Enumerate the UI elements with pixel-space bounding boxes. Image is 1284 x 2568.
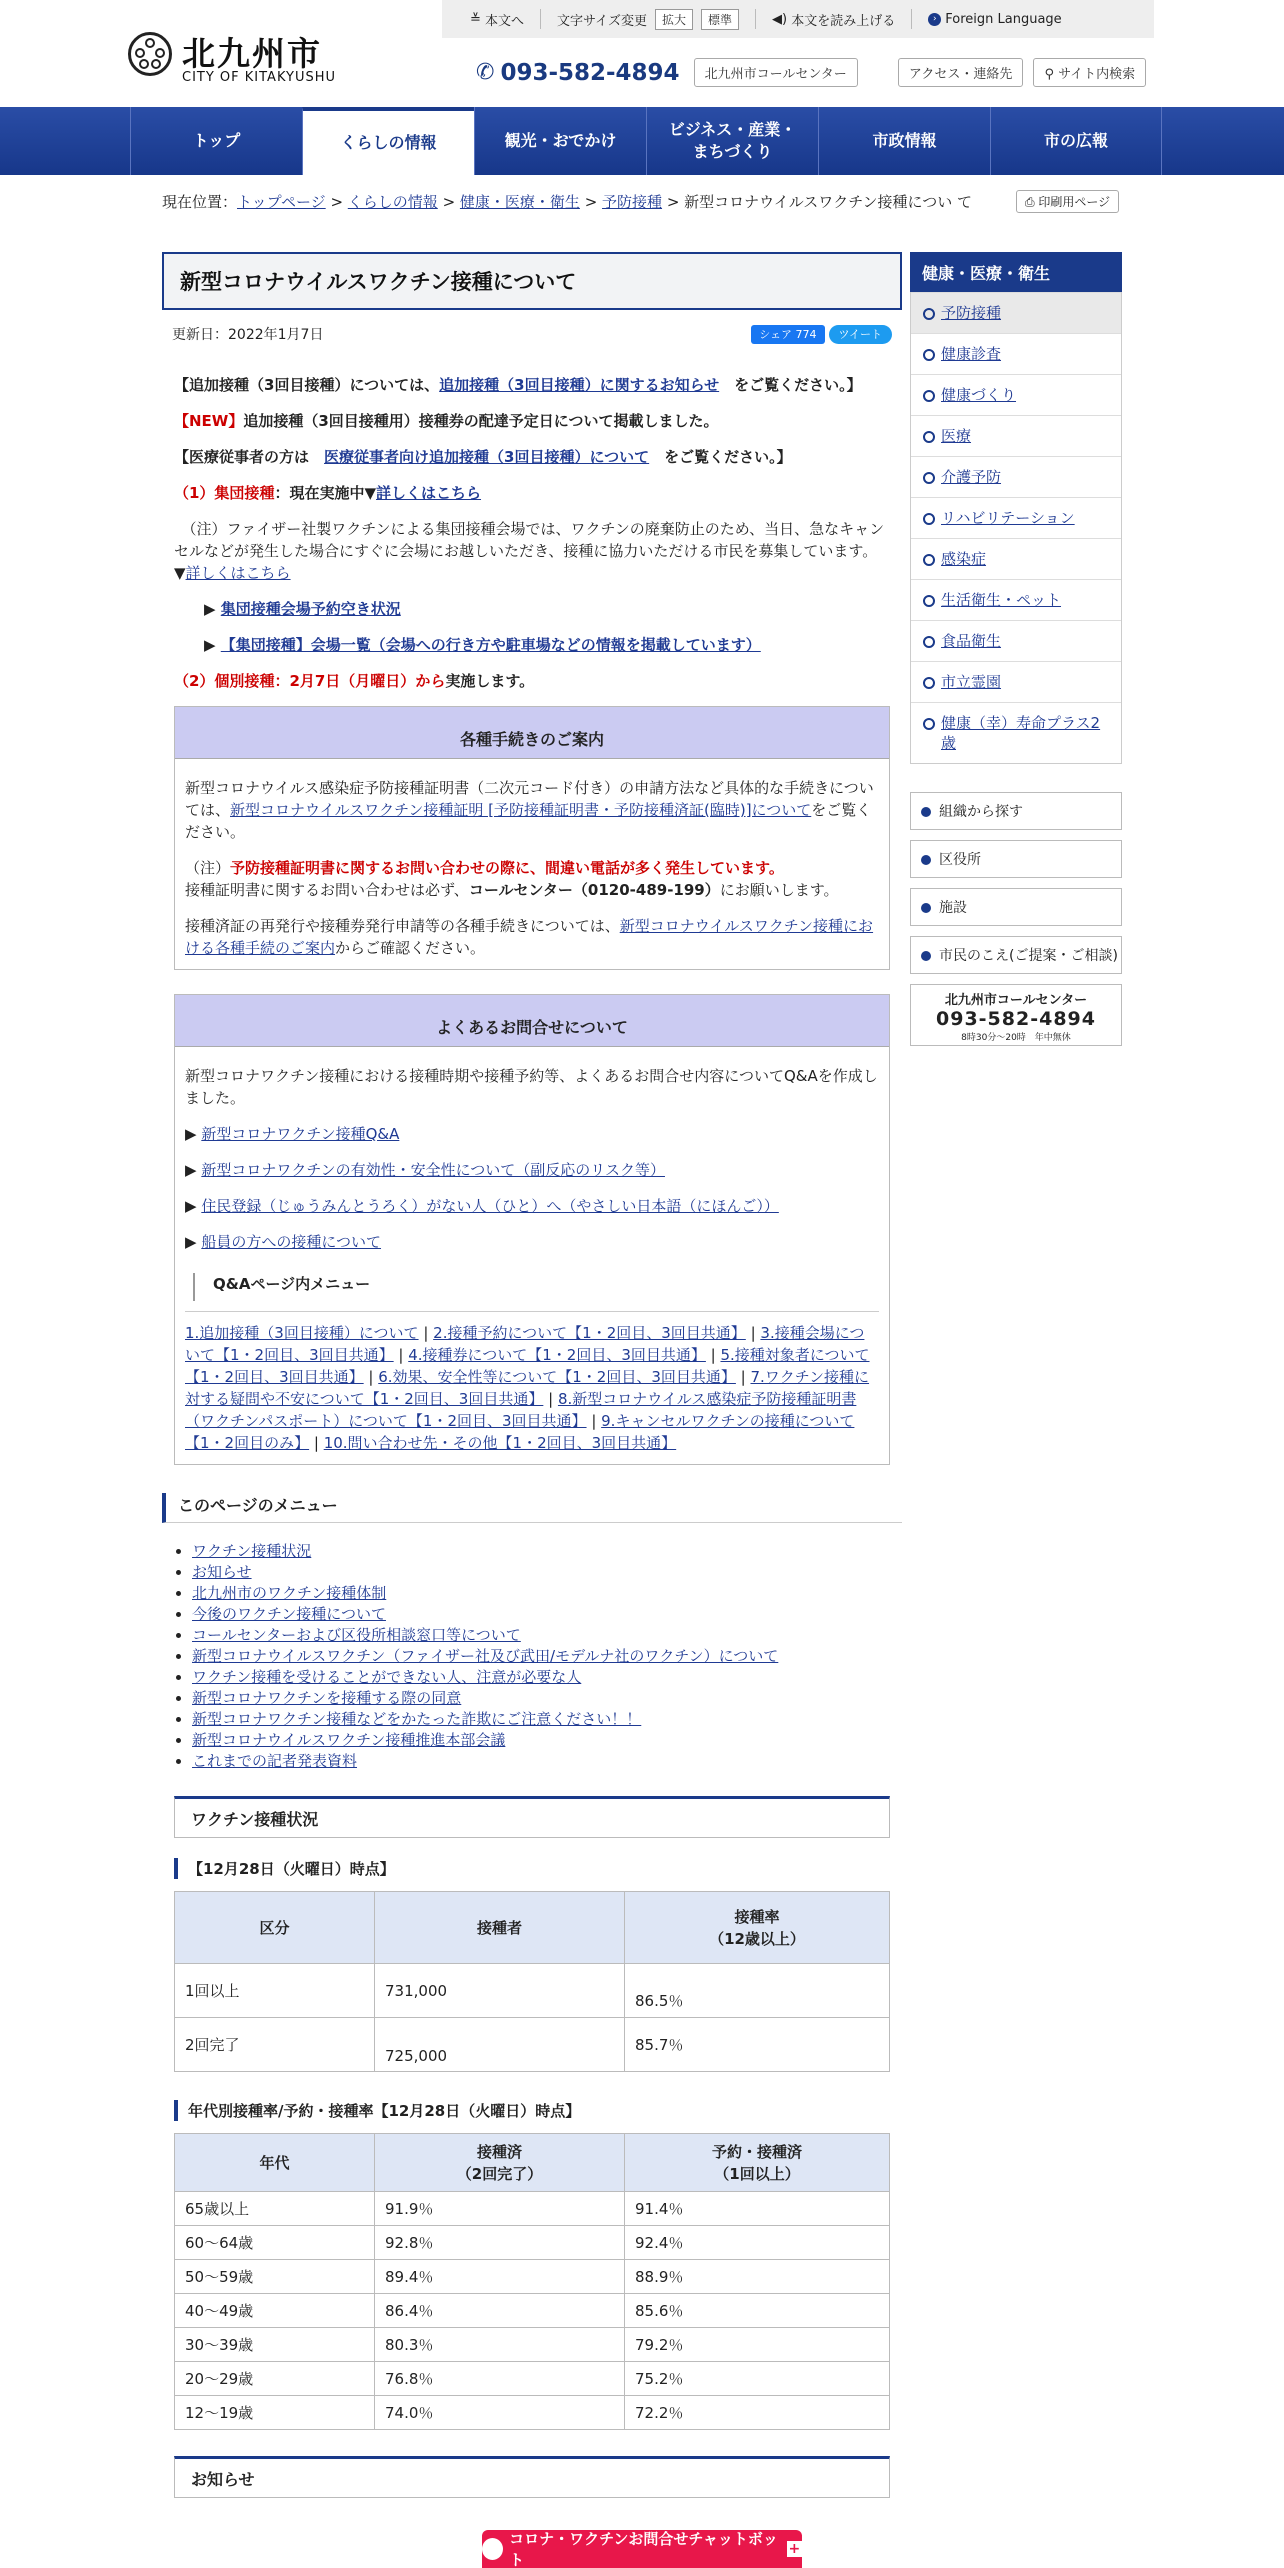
procedures-box: 各種手続きのご案内 新型コロナウイルス感染症予防接種証明書（二次元コード付き）の申請方法など具体的な手続きについては、新型コロナウイルスワクチン接種証明 [予防接種証明書・予防接種済証(臨時)]についてをご覧ください。 （注）予防接種証明書に関するお問い合わせの際に、間違い電話が多く発生しています。 接種証明書に関するお問い合わせは必ず、コールセンター（0120-489-199）にお願いします。 接種済証の再発行や接種券発行申請等の各種手続きについては、新型コロナウイルスワクチン接種における各種手続のご案内からご確認ください。: [174, 706, 890, 970]
update-row: [172, 324, 892, 344]
printer-icon: ⎙: [1025, 195, 1039, 209]
site-logo[interactable]: [128, 28, 358, 88]
new-badge: 【NEW】: [174, 412, 244, 430]
status-table: 区分 接種者 接種率 （12歳以上） 1回以上 731,000 86.5％ 2回完了 725,000 85.7％: [174, 1891, 890, 2072]
sidebar-item[interactable]: リハビリテーション: [911, 497, 1121, 538]
page-menu-item[interactable]: 北九州市のワクチン接種体制: [192, 1584, 387, 1602]
city-emblem-icon: [128, 32, 172, 76]
contact-row: [476, 58, 1146, 87]
faq-link[interactable]: 住民登録（じゅうみんとうろく）がない人（ひと）へ（やさしい日本語（にほんご））: [201, 1197, 779, 1215]
venue-list-link[interactable]: 【集団接種】会場一覧（会場への行き方や駐車場などの情報を掲載しています）: [220, 636, 761, 654]
citizen-voice-button[interactable]: 市民のこえ(ご提案・ご相談): [910, 936, 1122, 974]
updated-date: 更新日：2022年1月7日: [172, 327, 324, 343]
page-menu-item[interactable]: コールセンターおよび区役所相談窓口等について: [192, 1626, 521, 1644]
page-menu-title: このページのメニュー: [162, 1493, 902, 1523]
sidebar-item[interactable]: 健康（幸）寿命プラス2歳: [911, 702, 1121, 763]
table-row: 60～64歳 92.8％ 92.4％: [175, 2226, 890, 2260]
utility-bar: [442, 0, 1154, 38]
access-button[interactable]: アクセス・連絡先: [898, 58, 1024, 87]
breadcrumb-link[interactable]: トップページ: [237, 193, 326, 211]
group-details-link[interactable]: 詳しくはこちら: [376, 484, 482, 502]
font-enlarge-button[interactable]: 拡大: [655, 9, 693, 30]
page-menu-item[interactable]: 新型コロナワクチンを接種する際の同意: [192, 1689, 462, 1707]
table-row: 65歳以上 91.9％ 91.4％: [175, 2192, 890, 2226]
booster-notice-link[interactable]: 追加接種（3回目接種）に関するお知らせ: [439, 376, 720, 394]
chatbot-button[interactable]: コロナ・ワクチンお問合せチャットボット +: [482, 2530, 802, 2568]
sidebar-item[interactable]: 生活衛生・ペット: [911, 579, 1121, 620]
sidebar-item[interactable]: 医療: [911, 415, 1121, 456]
sidebar-title: 健康・医療・衛生: [910, 252, 1122, 292]
search-by-organization-button[interactable]: 組織から探す: [910, 792, 1122, 830]
qa-link[interactable]: 10.問い合わせ先・その他【1・2回目、3回目共通】: [323, 1434, 677, 1452]
print-button[interactable]: ⎙ 印刷用ページ: [1016, 190, 1119, 213]
city-name: 北九州市: [182, 34, 322, 73]
page-menu-item[interactable]: 今後のワクチン接種について: [192, 1605, 386, 1623]
nav-city-info[interactable]: 市政情報: [818, 107, 990, 175]
page-title: 新型コロナウイルスワクチン接種について: [162, 252, 902, 310]
call-center-button[interactable]: 北九州市コールセンター: [694, 58, 858, 87]
table-row: 1回以上 731,000 86.5％: [175, 1964, 890, 2018]
nav-living[interactable]: くらしの情報: [302, 107, 474, 175]
page-menu-item[interactable]: ワクチン接種状況: [192, 1542, 312, 1560]
font-standard-button[interactable]: 標準: [701, 9, 739, 30]
breadcrumb-link[interactable]: 予防接種: [602, 193, 663, 211]
sidebar-item-vaccination[interactable]: 予防接種: [911, 292, 1121, 333]
facilities-button[interactable]: 施設: [910, 888, 1122, 926]
chevron-down-icon: ≚: [470, 11, 486, 27]
table-row: 50～59歳 89.4％ 88.9％: [175, 2260, 890, 2294]
breadcrumb-link[interactable]: くらしの情報: [347, 193, 438, 211]
site-search-button[interactable]: ⚲ サイト内検索: [1033, 58, 1146, 87]
table-row: 40～49歳 86.4％ 85.6％: [175, 2294, 890, 2328]
procedures-guide-link[interactable]: 新型コロナウイルスワクチン接種における各種手続のご案内: [185, 917, 874, 957]
sidebar-item[interactable]: 健康づくり: [911, 374, 1121, 415]
qa-link[interactable]: 7.ワクチン接種に対する疑問や不安について【1・2回目、3回目共通】: [185, 1368, 870, 1408]
sidebar: [910, 252, 1122, 1046]
breadcrumb-link[interactable]: 健康・医療・衛生: [459, 193, 580, 211]
qa-link[interactable]: 8.新型コロナウイルス感染症予防接種証明書（ワクチンパスポート）について【1・2回目、3回目共通】: [185, 1390, 857, 1430]
sidebar-item[interactable]: 健康診査: [911, 333, 1121, 374]
age-table-subtitle: 年代別接種率/予約・接種率【12月28日（火曜日）時点】: [174, 2100, 890, 2121]
page-menu: [192, 1541, 902, 1772]
qa-link[interactable]: 6.効果、安全性等について【1・2回目、3回目共通】: [378, 1368, 736, 1386]
faq-link[interactable]: 船員の方への接種について: [201, 1233, 382, 1251]
chatbot-icon: [482, 2538, 503, 2560]
status-subtitle: 【12月28日（火曜日）時点】: [174, 1858, 890, 1879]
certificate-link[interactable]: 新型コロナウイルスワクチン接種証明 [予防接種証明書・予防接種済証(臨時)]について: [230, 801, 812, 819]
article-body: 【追加接種（3回目接種）については、追加接種（3回目接種）に関するお知らせ をご覧ください。】 【NEW】追加接種（3回目接種用）接種券の配達予定日について掲載しました。 【医療従事者の方は 医療従事者向け追加接種（3回目接種）について をご覧ください。】 （1）集団接種：現在実施中▼詳しくはこちら （注）ファイザー社製ワクチンによる集団接種会場では、ワクチンの廃棄防止のため、当日、急なキャンセルなどが発生した場合にすぐに会場にお越しいただき、接種に協力いただける市民を募集しています。 ▼詳しくはこちら ▶ 集団接種会場予約空き状況 ▶ 【集団接種】会場一覧（会場への行き方や駐車場などの情報を掲載しています） （2）個別接種：2月7日（月曜日）から実施します。: [174, 376, 900, 690]
qa-menu-title: Q&Aページ内メニュー: [193, 1273, 879, 1301]
qa-menu: 1.追加接種（3回目接種）について | 2.接種予約について【1・2回目、3回目共通】 | 3.接種会場について【1・2回目、3回目共通】 | 4.接種券について【1・2回目、3回目共通】 | 5.接種対象者について【1・2回目、3回目共通】 | 6.効果、安全性等について【1・2回目、3回目共通】 | 7.ワクチン接種に対する疑問や不安について【1・2回目、3回目共通】 | 8.新型コロナウイルス感染症予防接種証明書（ワクチンパスポート）について【1・2回目、3回目共通】 | 9.キャンセルワクチンの接種について【1・2回目のみ】 | 10.問い合わせ先・その他【1・2回目、3回目共通】: [185, 1311, 879, 1454]
divider: [540, 9, 541, 29]
foreign-language-link[interactable]: › Foreign Language: [928, 12, 1061, 27]
vaccination-status-title: ワクチン接種状況: [174, 1796, 890, 1838]
faq-box: よくあるお問合せについて 新型コロナワクチン接種における接種時期や接種予約等、よくあるお問合せ内容についてQ&Aを作成しました。 ▶ 新型コロナワクチン接種Q&A ▶ 新型コロナワクチンの有効性・安全性について（副反応のリスク等） ▶ 住民登録（じゅうみんとうろく）がない人（ひと）へ（やさしい日本語（にほんご）） ▶ 船員の方への接種について Q&Aページ内メニュー 1.追加接種（3回目接種）について | 2.接種予約について【1・2回目、3回目共通】 | 3.接種会場について【1・2回目、3回目共通】 | 4.接種券について【1・2回目、3回目共通】 | 5.接種対象者について【1・2回目、3回目共通】 | 6.効果、安全性等について【1・2回目、3回目共通】 | 7.ワクチン接種に対する疑問や不安について【1・2回目、3回目共通】 | 8.新型コロナウイルス感染症予防接種証明書（ワクチンパスポート）について【1・2回目、3回目共通】 | 9.キャンセルワクチンの接種について【1・2回目のみ】 | 10.問い合わせ先・その他【1・2回目、3回目共通】: [174, 994, 890, 1465]
search-icon: ⚲: [1044, 67, 1059, 82]
qa-link[interactable]: 1.追加接種（3回目接種）について: [185, 1324, 419, 1342]
sidebar-item[interactable]: 感染症: [911, 538, 1121, 579]
skip-link[interactable]: ≚ 本文へ: [470, 11, 525, 29]
city-name-en: CITY OF KITAKYUSHU: [182, 70, 337, 85]
procedures-title: 各種手続きのご案内: [175, 707, 889, 759]
site-header: [0, 0, 1284, 106]
main-content: [162, 252, 902, 2498]
table-row: 30～39歳 80.3％ 79.2％: [175, 2328, 890, 2362]
faq-link[interactable]: 新型コロナワクチンの有効性・安全性について（副反応のリスク等）: [201, 1161, 665, 1179]
facebook-share-button[interactable]: シェア 774: [751, 325, 824, 344]
nav-tourism[interactable]: 観光・おでかけ: [474, 107, 646, 175]
sidebar-item[interactable]: 介護予防: [911, 456, 1121, 497]
cancel-recruit-link[interactable]: 詳しくはこちら: [185, 564, 291, 582]
phone-icon: ✆: [476, 60, 495, 85]
tweet-button[interactable]: ツイート: [829, 325, 892, 344]
page-menu-item[interactable]: 新型コロナウイルスワクチン（ファイザー社及び武田/モデルナ社のワクチン）について: [192, 1647, 779, 1665]
faq-title: よくあるお問合せについて: [175, 995, 889, 1047]
nav-business[interactable]: ビジネス・産業・まちづくり: [646, 107, 818, 175]
divider: [911, 9, 912, 29]
sidebar-item[interactable]: 市立霊園: [911, 661, 1121, 702]
page-menu-item[interactable]: 新型コロナウイルスワクチン接種推進本部会議: [192, 1731, 506, 1749]
font-size-control: 文字サイズ変更 拡大 標準: [557, 9, 739, 30]
divider: [755, 9, 756, 29]
ward-office-button[interactable]: 区役所: [910, 840, 1122, 878]
venue-availability-link[interactable]: 集団接種会場予約空き状況: [220, 600, 401, 618]
qa-link[interactable]: 3.接種会場について【1・2回目、3回目共通】: [185, 1324, 865, 1364]
breadcrumb-current: 新型コロナウイルスワクチン接種につい て: [684, 193, 972, 211]
page-menu-item[interactable]: これまでの記者発表資料: [192, 1752, 358, 1770]
page-menu-item[interactable]: 新型コロナワクチン接種などをかたった詐欺にご注意ください！！: [192, 1710, 642, 1728]
qa-link[interactable]: 5.接種対象者について【1・2回目、3回目共通】: [185, 1346, 870, 1386]
sidebar-item[interactable]: 食品衛生: [911, 620, 1121, 661]
arrow-circle-icon: ›: [928, 13, 941, 26]
read-aloud-link[interactable]: ◀) 本文を読み上げる: [772, 11, 896, 29]
plus-icon: +: [788, 2541, 801, 2557]
global-nav: [0, 107, 1284, 175]
nav-pr[interactable]: 市の広報: [990, 107, 1162, 175]
table-row: 2回完了 725,000 85.7％: [175, 2018, 890, 2072]
sidebar-list: [910, 292, 1122, 764]
qa-link[interactable]: 9.キャンセルワクチンの接種について【1・2回目のみ】: [185, 1412, 855, 1452]
page-menu-item[interactable]: ワクチン接種を受けることができない人、注意が必要な人: [192, 1668, 582, 1686]
age-table: 年代 接種済 （2回完了） 予約・接種済 （1回以上） 65歳以上 91.9％ 91.4％ 60～64歳 92.8％ 92.4％ 50～59歳 89.4％ 88.9％ 40～49歳 86.4％ 85.6％ 30～39歳 80.3％ 79.2％ 20～29歳 76.8％ 75.2％ 12～19歳 74.0％ 72.2％: [174, 2133, 890, 2430]
breadcrumb: 現在位置：トップページ > くらしの情報 > 健康・医療・衛生 > 予防接種 > 新型コロナウイルスワクチン接種につい て: [162, 193, 972, 211]
call-center-banner[interactable]: 北九州市コールセンター 093-582-4894 8時30分～20時 年中無休: [910, 984, 1122, 1046]
table-row: 12～19歳 74.0％ 72.2％: [175, 2396, 890, 2430]
speaker-icon: ◀): [772, 11, 792, 27]
faq-link[interactable]: 新型コロナワクチン接種Q&A: [201, 1125, 400, 1143]
medical-worker-link[interactable]: 医療従事者向け追加接種（3回目接種）について: [324, 448, 650, 466]
qa-link[interactable]: 4.接種券について【1・2回目、3回目共通】: [408, 1346, 706, 1364]
page-menu-item[interactable]: お知らせ: [192, 1563, 252, 1581]
qa-link[interactable]: 2.接種予約について【1・2回目、3回目共通】: [433, 1324, 746, 1342]
notice-title: お知らせ: [174, 2456, 890, 2498]
nav-top[interactable]: トップ: [130, 107, 302, 175]
table-row: 20～29歳 76.8％ 75.2％: [175, 2362, 890, 2396]
call-center-tel[interactable]: 093-582-4894: [500, 59, 680, 86]
